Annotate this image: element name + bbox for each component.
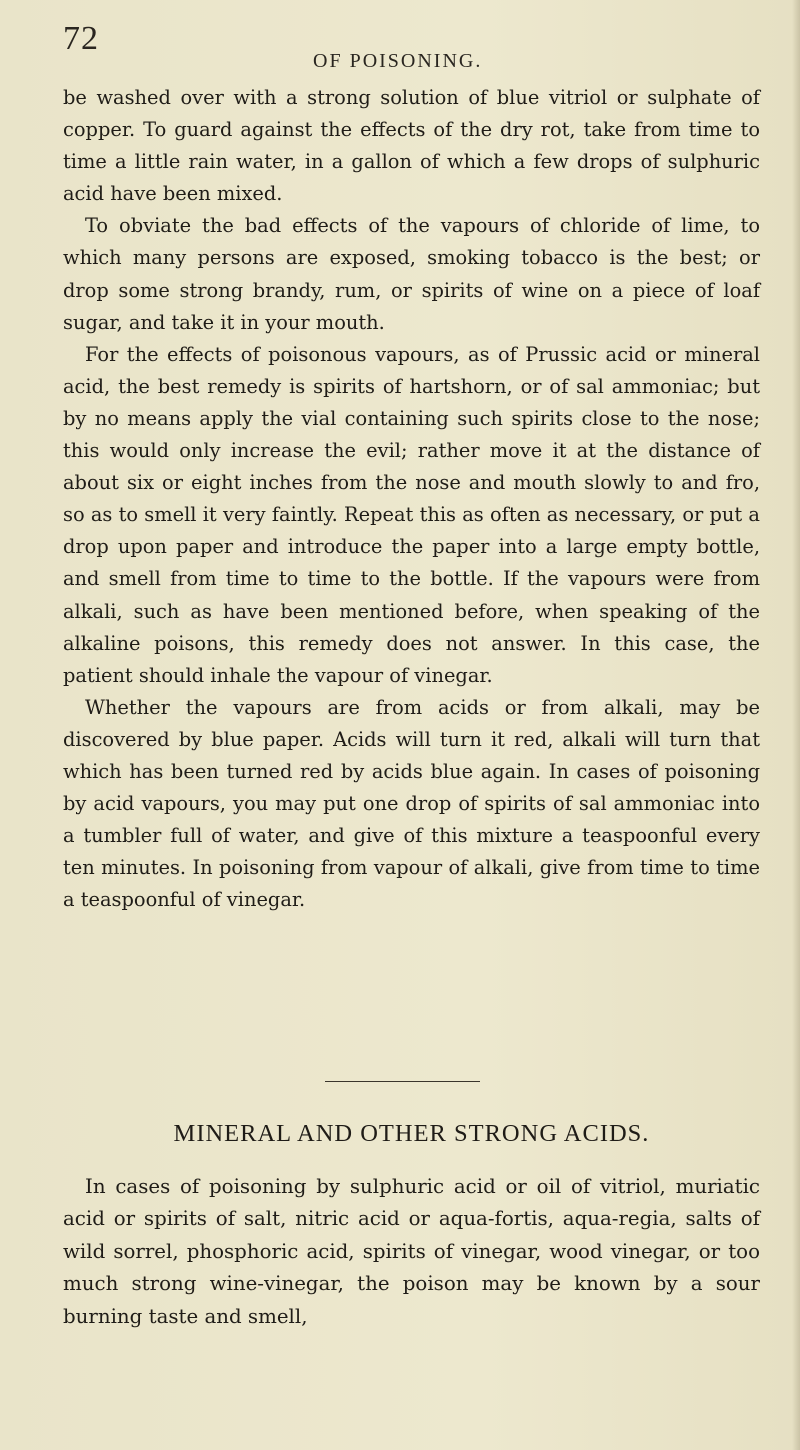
running-head: OF POISONING.	[313, 50, 483, 72]
section-text	[63, 1171, 760, 1333]
paragraph: To obviate the bad effects of the vapours of chloride of lime, to which many persons are exposed, smoking tobacco is the best; or drop some strong brandy, rum, or spirits of wine on a piece of loaf sugar, and take it in your mouth.	[63, 214, 760, 334]
section-divider	[325, 1081, 480, 1082]
page-header	[63, 20, 763, 80]
paragraph: In cases of poisoning by sulphuric acid or oil of vitriol, muriatic acid or spirits of salt, nitric acid or aqua-fortis, aqua-regia, salts of wild sorrel, phosphoric acid, spirits of vinegar, wood vinegar, or too much strong wine-vinegar, the poison may be known by a sour burning taste and smell,	[63, 1175, 760, 1328]
paragraph: Whether the vapours are from acids or from alkali, may be discovered by blue paper. Acids will turn it red, alkali will turn that which has been turned red by acids blue again. In cases of poisoning by acid vapours, you may put one drop of spirits of sal ammoniac into a tumbler full of water, and give of this mixture a teaspoonful every ten minutes. In poisoning from vapour of alkali, give from time to time a teaspoonful of vinegar.	[63, 695, 760, 912]
page-edge-shadow	[792, 0, 800, 1450]
page-number: 72	[63, 20, 99, 57]
section-heading: MINERAL AND OTHER STRONG ACIDS.	[173, 1120, 650, 1147]
paragraph: be washed over with a strong solution of blue vitriol or sulphate of copper. To guard against the effects of the dry rot, take from time to time a little rain water, in a gallon of which a few drops of sulphuric acid have been mixed.	[63, 86, 760, 206]
paragraph: For the effects of poisonous vapours, as of Prussic acid or mineral acid, the best remedy is spirits of hartshorn, or of sal ammoniac; but by no means apply the vial containing such spirits close to the nose; this would only increase the evil; rather move it at the distance of about six or eight inches from the nose and mouth slowly to and fro, so as to smell it very faintly. Repeat this as often as necessary, or put a drop upon paper and introduce the paper into a large empty bottle, and smell from time to time to the bottle. If the vapours were from alkali, such as have been mentioned before, when speaking of the alkaline poisons, this remedy does not answer. In this case, the patient should inhale the vapour of vinegar.	[63, 342, 760, 687]
body-text	[63, 82, 760, 916]
